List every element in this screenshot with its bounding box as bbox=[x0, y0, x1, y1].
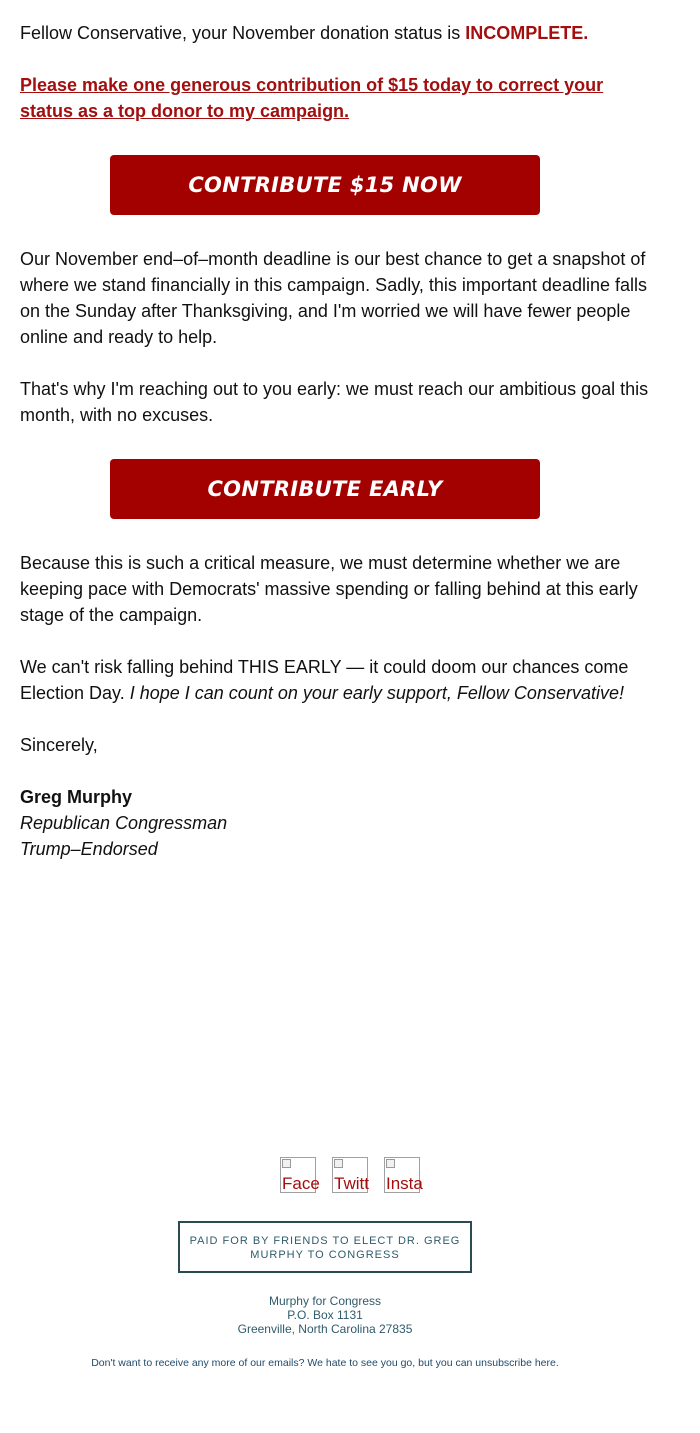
address-line-1: Murphy for Congress bbox=[268, 1294, 382, 1308]
risk-paragraph bbox=[20, 654, 660, 706]
signature-name: Greg Murphy bbox=[20, 787, 133, 807]
broken-image-icon bbox=[334, 1159, 343, 1168]
early-reach-paragraph: That's why I'm reaching out to you early: we must reach our ambitious goal this month, with no excuses. bbox=[20, 379, 649, 425]
status-incomplete: INCOMPLETE. bbox=[465, 23, 589, 43]
support-appeal-text: I hope I can count on your early support, Fellow Conservative! bbox=[129, 683, 624, 703]
closing-text: Sincerely, bbox=[20, 735, 98, 755]
signature-title: Republican Congressman bbox=[20, 813, 228, 833]
broken-image-icon bbox=[282, 1159, 291, 1168]
instagram-icon[interactable] bbox=[384, 1157, 423, 1193]
mailing-address bbox=[0, 1294, 650, 1336]
unsubscribe-link[interactable]: Don't want to receive any more of our emails? We hate to see you go, but you can unsubscribe here. bbox=[91, 1357, 559, 1369]
facebook-alt-text: Face bbox=[282, 1174, 320, 1193]
twitter-icon[interactable] bbox=[332, 1157, 368, 1193]
broken-image-icon bbox=[386, 1159, 395, 1168]
social-links bbox=[0, 1157, 700, 1193]
critical-measure-paragraph: Because this is such a critical measure, we must determine whether we are keeping pace with Democrats' massive spending or falling behind at this early stage of the campaign. bbox=[20, 553, 638, 625]
risk-text: We can't risk falling behind THIS EARLY — it could doom our chances come Election Day. bbox=[20, 657, 629, 703]
contribute-early-button[interactable]: CONTRIBUTE EARLY bbox=[110, 459, 540, 519]
contribute-15-now-button[interactable]: CONTRIBUTE $15 NOW bbox=[110, 155, 540, 215]
deadline-paragraph: Our November end–of–month deadline is our best chance to get a snapshot of where we stand financially in this campaign. Sadly, this important deadline falls on the Sunday after Thanksgiving, and I'm worried we will have fewer people online and ready to help. bbox=[20, 249, 647, 347]
address-line-3: Greenville, North Carolina 27835 bbox=[237, 1322, 413, 1336]
twitter-alt-text: Twitt bbox=[334, 1174, 369, 1193]
signature-endorsement: Trump–Endorsed bbox=[20, 839, 158, 859]
instagram-alt-text: Insta bbox=[386, 1174, 423, 1193]
intro-text: Fellow Conservative, your November donation status is bbox=[20, 23, 466, 43]
signature-block bbox=[20, 784, 227, 862]
paid-for-disclaimer: PAID FOR BY FRIENDS TO ELECT DR. GREG MURPHY TO CONGRESS bbox=[178, 1221, 472, 1273]
address-line-2: P.O. Box 1131 bbox=[287, 1308, 363, 1322]
status-paragraph bbox=[20, 20, 660, 46]
contribute-text-link[interactable]: Please make one generous contribution of $15 today to correct your status as a top donor to my campaign. bbox=[20, 75, 604, 121]
facebook-icon[interactable] bbox=[280, 1157, 320, 1193]
